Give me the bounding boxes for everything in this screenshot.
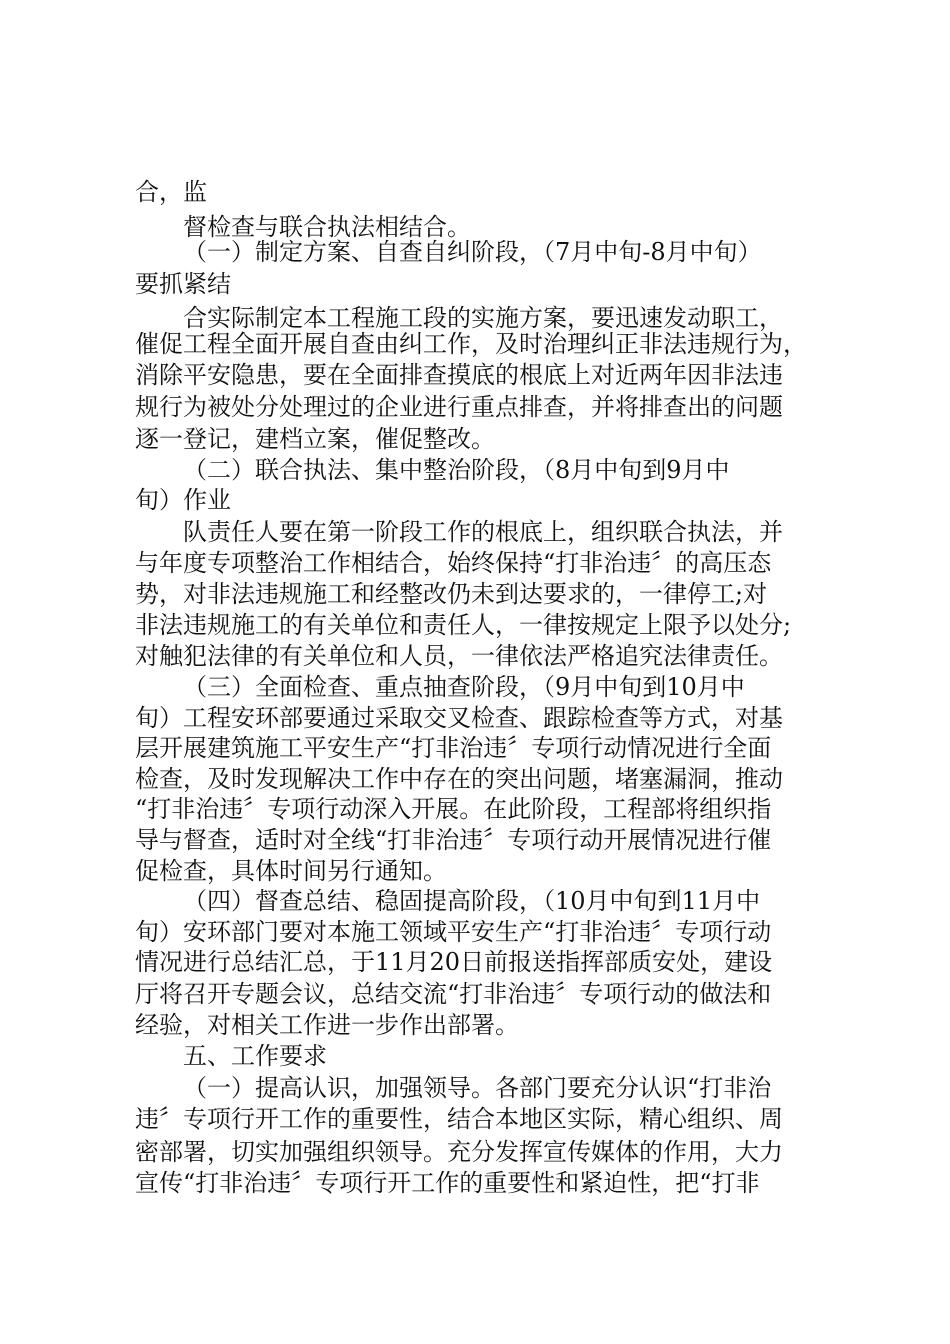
text-line: 厅将召开专题会议，总结交流“打非治违〞专项行动的做法和: [135, 980, 772, 1008]
text-line: 势，对非法违规施工和经整改仍未到达要求的，一律停工;对: [135, 580, 768, 608]
text-line: 旬）作业: [135, 486, 231, 514]
text-line: 促检查，具体时间另行通知。: [135, 857, 447, 885]
text-line: 要抓紧结: [135, 270, 231, 298]
text-line: 逐一登记，建档立案，催促整改。: [135, 425, 495, 453]
text-line: 违〞专项行开工作的重要性，结合本地区实际，精心组织、周: [135, 1105, 783, 1133]
text-line: 非法违规施工的有关单位和责任人，一律按规定上限予以处分;: [135, 611, 792, 639]
text-line: 催促工程全面开展自查由纠工作，及时治理纠正非法违规行为，: [135, 330, 807, 358]
text-line: 与年度专项整治工作相结合，始终保持“打非治违〞的高压态: [135, 549, 772, 577]
text-line: 旬）安环部门要对本施工领域平安生产“打非治违〞专项行动: [135, 918, 772, 946]
text-line: 情况进行总结汇总，于11月20日前报送指挥部质安处，建设: [135, 948, 773, 976]
text-line: 消除平安隐患，要在全面排查摸底的根底上对近两年因非法违: [135, 361, 783, 389]
text-line: 旬）工程安环部要通过采取交叉检查、跟踪检查等方式，对基: [135, 704, 783, 732]
text-line: （一）提高认识，加强领导。各部门要充分认识“打非治: [183, 1074, 772, 1102]
text-line: 导与督查，适时对全线“打非治违〞专项行动开展情况进行催: [135, 826, 772, 854]
text-line: 合实际制定本工程施工段的实施方案，要迅速发动职工，: [183, 304, 783, 332]
text-line: 规行为被处分处理过的企业进行重点排查，并将排查出的问题: [135, 393, 783, 421]
text-line: （四）督查总结、稳固提高阶段，（10月中旬到11月中: [183, 887, 761, 915]
text-line: 经验，对相关工作进一步作出部署。: [135, 1011, 519, 1039]
text-line: 对触犯法律的有关单位和人员，一律依法严格追究法律责任。: [135, 642, 783, 670]
text-line: （二）联合执法、集中整治阶段，（8月中旬到9月中: [183, 456, 730, 484]
text-line: 密部署，切实加强组织领导。充分发挥宣传媒体的作用，大力: [135, 1138, 783, 1166]
text-line: 检查，及时发现解决工作中存在的突出问题，堵塞漏洞，推动: [135, 765, 783, 793]
text-line: “打非治违〞专项行动深入开展。在此阶段，工程部将组织指: [135, 795, 772, 823]
text-line: 层开展建筑施工平安生产“打非治违〞专项行动情况进行全面: [135, 734, 772, 762]
text-line: 督检查与联合执法相结合。: [183, 213, 471, 241]
text-line: 宣传“打非治违〞专项行开工作的重要性和紧迫性，把“打非: [135, 1169, 760, 1197]
text-line: （一）制定方案、自查自纠阶段，（7月中旬-8月中旬）: [183, 238, 762, 266]
text-line: 五、工作要求: [183, 1042, 327, 1070]
text-line: 队责任人要在第一阶段工作的根底上，组织联合执法，并: [183, 518, 783, 546]
text-line: （三）全面检查、重点抽查阶段，（9月中旬到10月中: [183, 673, 745, 701]
text-line: 合，监: [135, 178, 207, 206]
